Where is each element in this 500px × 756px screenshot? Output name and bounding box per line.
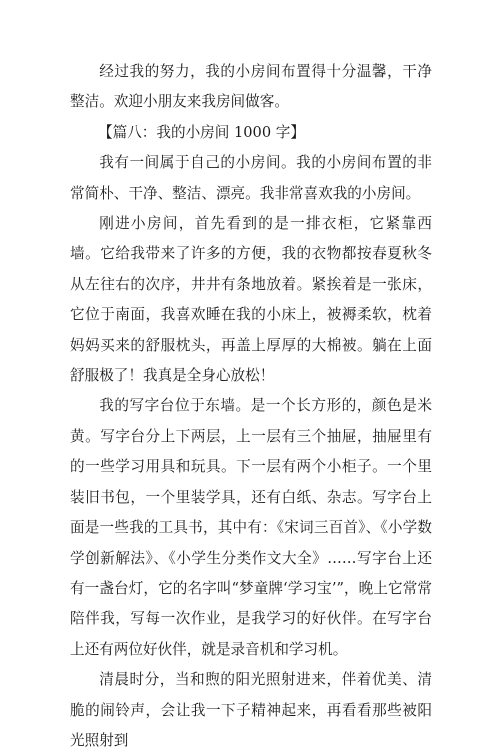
- text-line: 刚进小房间，首先看到的是一排衣柜，它紧靠西墙。它: [70, 215, 432, 263]
- document-page: [70, 57, 432, 756]
- heading-text: 【篇八：我的小房间 1000 字】: [98, 123, 305, 141]
- text-line: 个里装学具，还有白纸、杂志。写字台上面是一些我的工具: [70, 488, 432, 537]
- text-line: 给我带来了许多的方便，我的衣物都按春夏秋冬从左往右的: [70, 245, 432, 293]
- text-line: 喜欢睡在我的小床上，被褥柔软，枕着妈妈买来的舒服枕头，: [70, 306, 432, 354]
- text-line: 就是录音机和学习机。: [201, 640, 348, 658]
- text-line: 次作业，是我学习的好伙伴。在写字台上还有两位好伙伴，: [70, 610, 432, 658]
- paragraph: [70, 391, 432, 665]
- section-heading: [70, 118, 432, 148]
- paragraph: [70, 57, 432, 118]
- paragraph: [70, 209, 432, 391]
- text-line: 《小学生分类作文大全》……写字台上还有一盏台灯，它的: [70, 549, 433, 597]
- text-line: 松！: [245, 367, 275, 385]
- paragraph: [70, 665, 432, 756]
- text-line: 经过我的努力，我的小房间布置得十分温馨，干净整洁。: [70, 63, 432, 111]
- paragraph: [70, 148, 432, 209]
- text-line: 我的写字台位于东墙。是一个长方形的，颜色是米黄。: [70, 397, 432, 445]
- text-line: 清晨时分，当和煦的阳光照射进来，伴着优美、清脆的: [70, 671, 432, 719]
- text-line: 欢迎小朋友来我房间做客。: [113, 93, 289, 111]
- text-line: 朴、干净、整洁、漂亮。我非常喜欢我的小房间。: [99, 184, 421, 202]
- text-line: 书，其中有：《宋词三百首》、《小学数学创新解法》、: [70, 519, 432, 567]
- text-line: 闹铃声，会让我一下子精神起来，再看看那些被阳光照射到: [70, 701, 432, 749]
- text-line: 次序，井井有条地放着。紧挨着是一张床，它位于南面，我: [70, 275, 432, 324]
- text-line: 写字台分上下两层，上一层有三个抽屉，抽屉里有的一些学: [70, 427, 432, 476]
- text-line: 再盖上厚厚的大棉被。躺在上面舒服极了！我真是全身心放: [70, 336, 432, 385]
- text-line: 名字叫“梦童牌‘学习宝’”，晚上它常常陪伴我，写每一: [70, 579, 432, 628]
- text-line: 习用具和玩具。下一层有两个小柜子。一个里装旧书包，一: [70, 458, 432, 506]
- text-line: 我有一间属于自己的小房间。我的小房间布置的非常简: [70, 154, 432, 202]
